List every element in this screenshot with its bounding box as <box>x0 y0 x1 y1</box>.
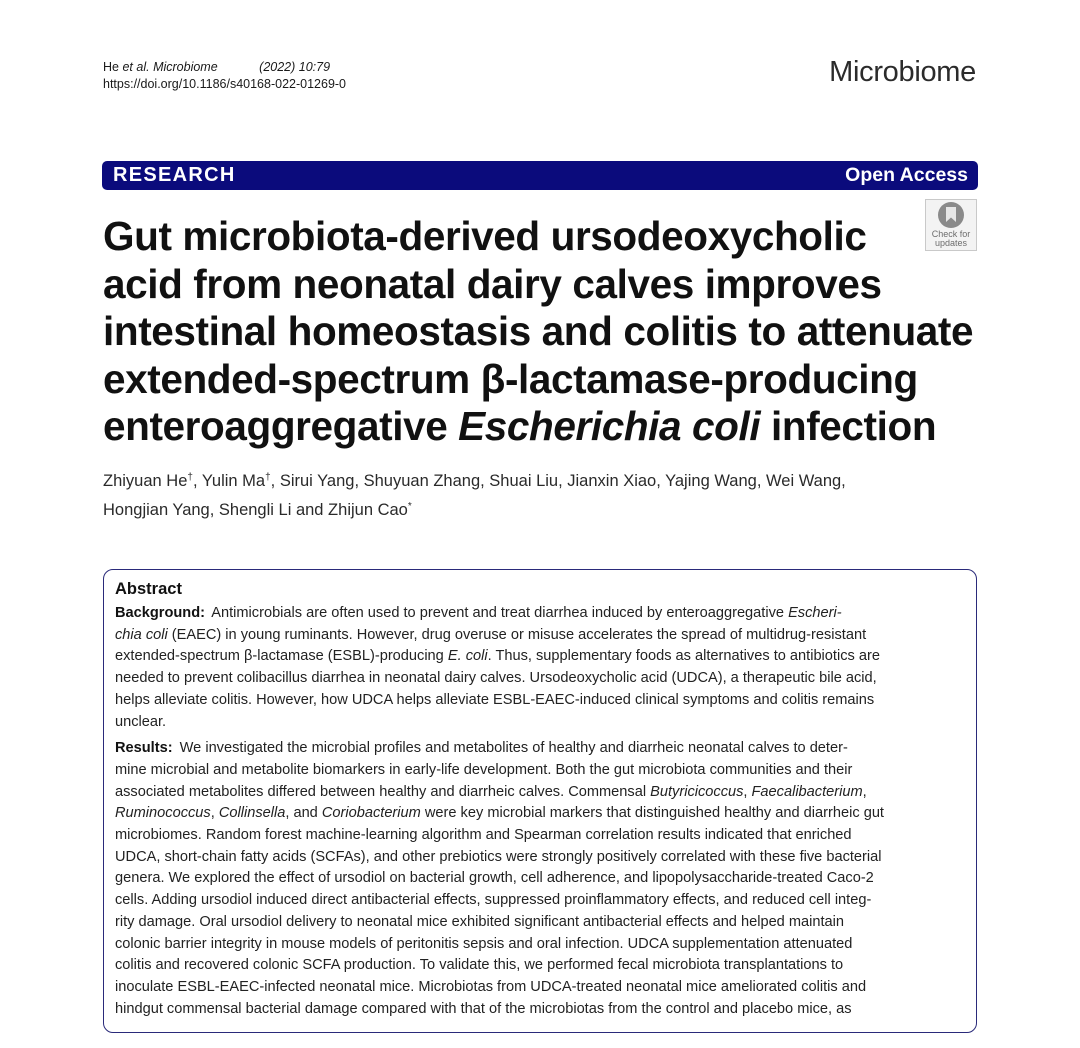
article-type: RESEARCH <box>113 164 236 186</box>
abstract-background: Background: Antimicrobials are often used to prevent and treat diarrhea induced by enteroaggregative Escheri- chia coli (EAEC) in young ruminants. However, drug overuse or misuse accelerates the spread of multidrug-resistant extended-spectrum β-lactamase (ESBL)-producing E. coli. Thus, supplementary foods as alternatives to antibiotics are needed to prevent colibacillus diarrhea in neonatal dairy calves. Ursodeoxycholic acid (UDCA), a therapeutic bile acid, helps alleviate colitis. However, how UDCA helps alleviate ESBL-EAEC-induced clinical symptoms and colitis remains unclear. <box>115 605 880 730</box>
volume-citation: (2022) 10:79 <box>259 60 331 74</box>
title-line: acid from neonatal dairy calves improves <box>103 260 882 307</box>
author-link[interactable]: Zhiyuan He <box>103 472 188 490</box>
section-label: Background: <box>115 605 205 621</box>
check-for-updates-button[interactable] <box>925 199 977 251</box>
title-line: extended-spectrum β-lactamase-producing <box>103 355 918 402</box>
running-header <box>103 59 346 93</box>
author-links[interactable]: , Sirui Yang, Shuyuan Zhang, Shuai Liu, Jianxin Xiao, Yajing Wang, Wei Wang, <box>270 472 846 490</box>
section-label: Results: <box>115 740 173 757</box>
bookmark-badge-icon <box>938 202 964 228</box>
journal-name: Microbiome <box>153 60 218 74</box>
author-list <box>103 465 923 523</box>
author-links[interactable]: Hongjian Yang, Shengli Li and Zhijun Cao <box>103 501 408 519</box>
equal-contribution-mark: † <box>265 472 271 483</box>
title-line: Gut microbiota-derived ursodeoxycholic <box>103 213 867 259</box>
article-type-banner <box>102 161 978 190</box>
citation-line <box>103 59 346 76</box>
title-line: enteroaggregative Escherichia coli infection <box>103 403 937 449</box>
doi-link[interactable]: https://doi.org/10.1186/s40168-022-01269-0 <box>103 77 347 91</box>
et-al: et al. <box>122 60 150 74</box>
title-line: intestinal homeostasis and colitis to attenuate <box>103 308 974 354</box>
author-link[interactable]: , Yulin Ma <box>192 472 266 490</box>
journal-logo: Microbiome <box>829 56 976 88</box>
author-short: He <box>103 60 119 74</box>
abstract-heading: Abstract <box>115 580 182 598</box>
equal-contribution-mark: † <box>187 472 193 483</box>
corresponding-author-mark: * <box>407 501 412 512</box>
species-name: Escherichia coli <box>458 403 761 449</box>
open-access-label: Open Access <box>845 164 968 186</box>
check-updates-label: Check for updates <box>931 229 971 248</box>
abstract-box <box>103 569 977 1033</box>
abstract-results: Results: We investigated the microbial profiles and metabolites of healthy and diarrheic neonatal calves to deter- mine microbial and metabolite biomarkers in early-life development. Both the gut microbiota communities and their associated metabolites differed between healthy and diarrheic calves. Commensal Butyricicoccus, Faecalibacterium, Ruminococcus, Collinsella, and Coriobacterium were key microbial markers that distinguished healthy and diarrheic gut microbiomes. Random forest machine-learning algorithm and Spearman correlation results indicated that enriched UDCA, short-chain fatty acids (SCFAs), and other prebiotics were strongly positively correlated with these five bacterial genera. We explored the effect of ursodiol on bacterial growth, cell adherence, and lipopolysaccharide-treated Caco-2 cells. Adding ursodiol induced direct antibacterial effects, suppressed proinflammatory effects, and reduced cell integ- rity damage. Oral ursodiol delivery to neonatal mice exhibited significant antibacterial effects and helped maintain colonic barrier integrity in mouse models of peritonitis sepsis and oral infection. UDCA supplementation attenuated colitis and recovered colonic SCFA production. To validate this, we performed fecal microbiota transplantations to inoculate ESBL-EAEC-infected neonatal mice. Microbiotas from UDCA-treated neonatal mice ameliorated colitis and hindgut commensal bacterial damage compared with that of the microbiotas from the control and placebo mice, as <box>115 740 884 1017</box>
